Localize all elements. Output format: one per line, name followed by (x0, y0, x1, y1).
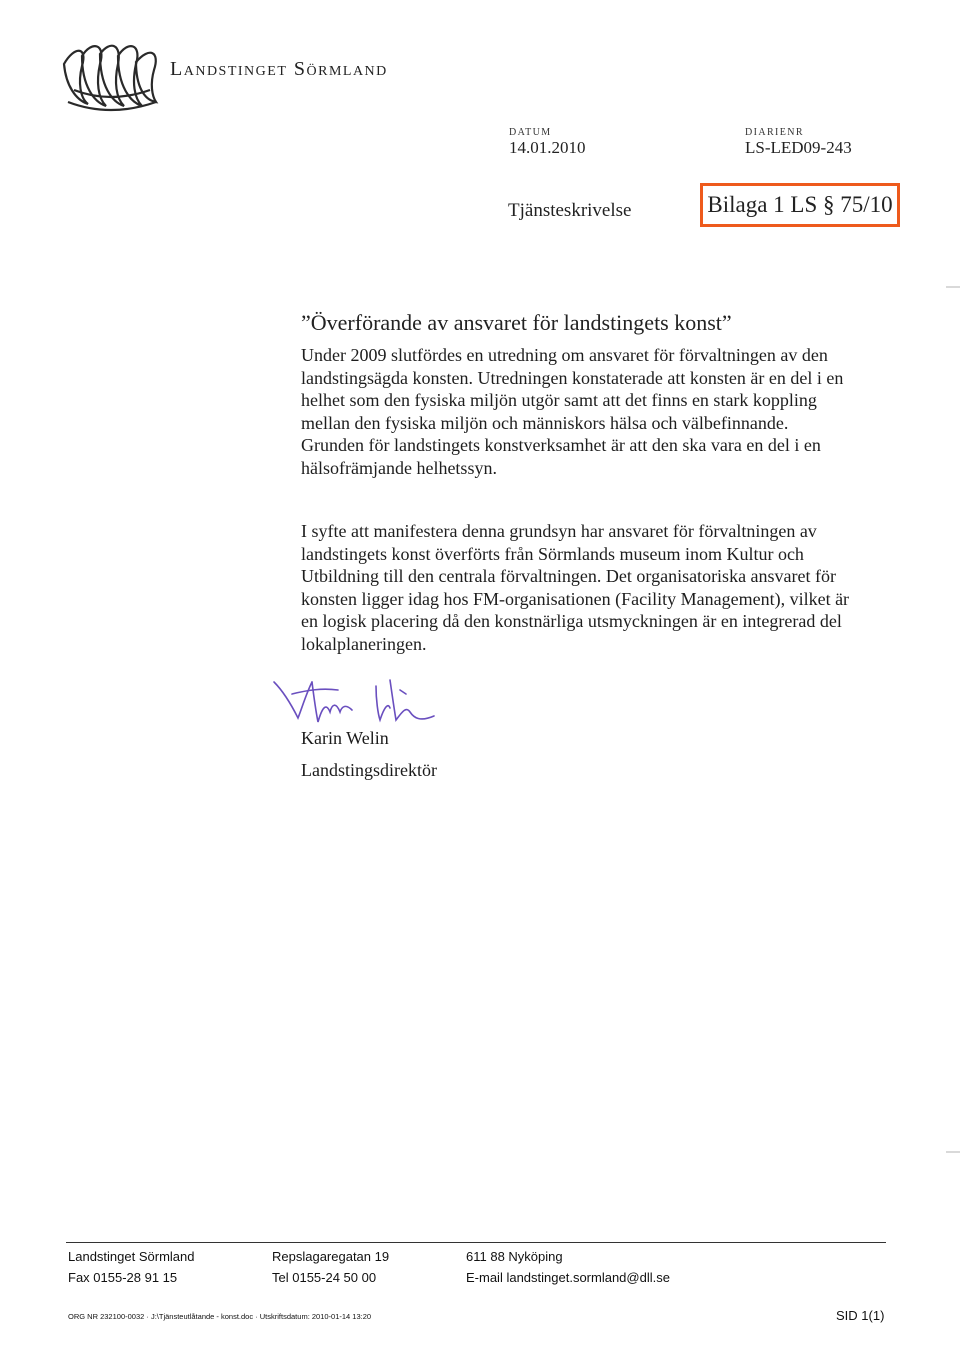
paragraph-2 (301, 520, 881, 656)
footer-email: E-mail landstinget.sormland@dll.se (466, 1270, 670, 1285)
paragraph-line: Under 2009 slutfördes en utredning om ansvaret för förvaltningen av den (301, 345, 828, 365)
attachment-stamp (700, 183, 900, 227)
paragraph-line: landstingsägda konsten. Utredningen konstaterade att konsten är en del i en (301, 367, 844, 388)
crown-logo-icon (60, 42, 160, 114)
signatory-title: Landstingsdirektör (301, 760, 437, 780)
paragraph-line: hälsofrämjande helhetssyn. (301, 457, 497, 478)
paragraph-line: landstingets konst överförts från Sörmlands museum inom Kultur och (301, 543, 804, 564)
footer-file-info: ORG NR 232100-0032 · J:\Tjänsteutlåtande - konst.doc · Utskriftsdatum: 2010-01-14 13:20 (68, 1312, 372, 1321)
date-value: 14.01.2010 (509, 138, 586, 157)
paragraph-line: konsten ligger idag hos FM-organisationen (Facility Management), vilket är (301, 588, 850, 609)
paragraph-line: Utbildning till den centrala förvaltningen. Det organisatoriska ansvaret för (301, 566, 837, 587)
footer-rule (66, 1242, 886, 1243)
organization-name: Landstinget Sörmland (170, 58, 388, 80)
signatory-name: Karin Welin (301, 728, 389, 748)
paragraph-line: I syfte att manifestera denna grundsyn har ansvaret för förvaltningen av (301, 521, 817, 541)
diary-number-label: DIARIENR (745, 127, 804, 138)
diary-number-value: LS-LED09-243 (745, 138, 852, 157)
paragraph-line: Grunden för landstingets konstverksamhet är att den ska vara en del i en (301, 435, 821, 456)
scan-edge-mark (946, 1151, 960, 1153)
page-number: SID 1(1) (836, 1308, 885, 1323)
footer-org: Landstinget Sörmland (68, 1249, 195, 1264)
paragraph-line: mellan den fysiska miljön och människors hälsa och välbefinnande. (301, 412, 789, 433)
scan-edge-mark (946, 286, 960, 288)
paragraph-1 (301, 344, 881, 480)
handwritten-signature (272, 668, 442, 734)
footer-fax: Fax 0155-28 91 15 (68, 1270, 178, 1285)
date-label: DATUM (509, 127, 552, 138)
footer-city: 611 88 Nyköping (466, 1249, 563, 1264)
document-title: ”Överförande av ansvaret för landstingets konst” (301, 310, 732, 335)
footer-street: Repslagaregatan 19 (272, 1249, 390, 1264)
footer-phone: Tel 0155-24 50 00 (272, 1270, 377, 1285)
paragraph-line: en logisk placering då den konstnärliga utsmyckningen är en integrerad del (301, 611, 842, 632)
attachment-label: Bilaga 1 LS § 75/10 (707, 192, 893, 217)
document-type: Tjänsteskrivelse (508, 200, 632, 221)
paragraph-line: lokalplaneringen. (301, 633, 427, 654)
paragraph-line: helhet som den fysiska miljön utgör samt att det finns en stark koppling (301, 390, 817, 411)
